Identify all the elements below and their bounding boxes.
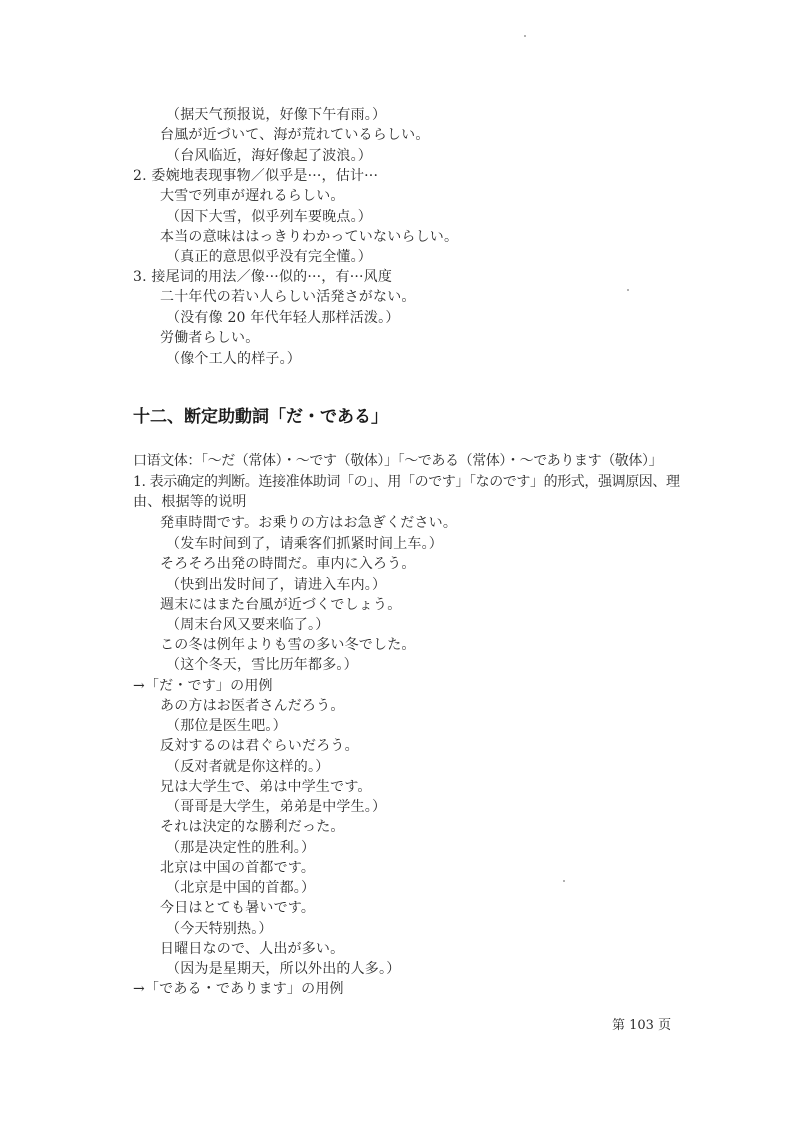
list-item-heading: 1. 表示确定的判断。连接准体助词「の」、用「のです」「なのです」的形式，强调原因、理 [133,474,680,490]
scan-speck [627,289,629,291]
subsection-label: →「だ・です」の用例 [133,678,273,694]
text-line: 口语文体：「～だ（常体）・～です（敬体）」「～である（常体）・～であります（敬体）」 [133,453,663,469]
text-line: あの方はお医者さんだろう。 [160,698,345,714]
text-line: （没有像 20 年代年轻人那样活泼。） [166,310,400,326]
text-line: （像个工人的样子。） [166,351,301,367]
text-line: （反对者就是你这样的。） [166,759,330,775]
text-line: 北京は中国の首都です。 [160,860,316,876]
text-line: （哥哥是大学生，弟弟是中学生。） [166,799,387,815]
text-line: （因为是星期天，所以外出的人多。） [166,961,401,977]
text-line: 本当の意味ははっきりわかっていないらしい。 [160,229,459,245]
text-line: （快到出发时间了，请进入车内。） [166,577,387,593]
text-line: （因下大雪，似乎列车要晚点。） [166,209,372,225]
text-line: （那是决定性的胜利。） [166,840,316,856]
text-line: この冬は例年よりも雪の多い冬でした。 [160,637,416,653]
text-line: （今天特别热。） [166,921,273,937]
text-line: 大雪で列車が遅れるらしい。 [160,188,345,204]
text-line: （真正的意思似乎没有完全懂。） [166,249,372,265]
text-line: 発車時間です。お乗りの方はお急ぎください。 [160,515,458,531]
page-number: 第 103 页 [612,1018,672,1033]
text-line: 由、根据等的说明 [133,494,247,510]
scan-speck [563,880,565,882]
text-line: （周末台风又要来临了。） [166,617,330,633]
text-line: 台風が近づいて、海が荒れているらしい。 [160,127,430,143]
text-line: そろそろ出発の時間だ。車内に入ろう。 [160,556,416,572]
text-line: （北京是中国的首都。） [166,880,316,896]
subsection-label: →「である・であります」の用例 [133,981,344,997]
text-line: （台风临近，海好像起了波浪。） [166,148,372,164]
scan-speck [524,35,526,37]
text-line: 二十年代の若い人らしい活発さがない。 [160,289,416,305]
text-line: 週末にはまた台風が近づくでしょう。 [160,597,402,613]
text-line: 今日はとても暑いです。 [160,900,316,916]
list-item-heading: 3. 接尾词的用法／像···似的···，有···风度 [133,269,393,285]
section-title: 十二、断定助動詞「だ・である」 [133,407,388,427]
text-line: 労働者らしい。 [160,330,260,346]
text-line: 兄は大学生で、弟は中学生です。 [160,779,372,795]
text-line: （这个冬天，雪比历年都多。） [166,657,358,673]
text-line: それは決定的な勝利だった。 [160,819,345,835]
text-line: （据天气预报说，好像下午有雨。） [166,107,387,123]
text-line: 日曜日なので、人出が多い。 [160,941,345,957]
list-item-heading: 2. 委婉地表现事物／似乎是···，估计··· [133,168,379,184]
text-line: 反対するのは君ぐらいだろう。 [160,738,359,754]
text-line: （那位是医生吧。） [166,718,287,734]
text-line: （发车时间到了，请乘客们抓紧时间上车。） [166,536,443,552]
